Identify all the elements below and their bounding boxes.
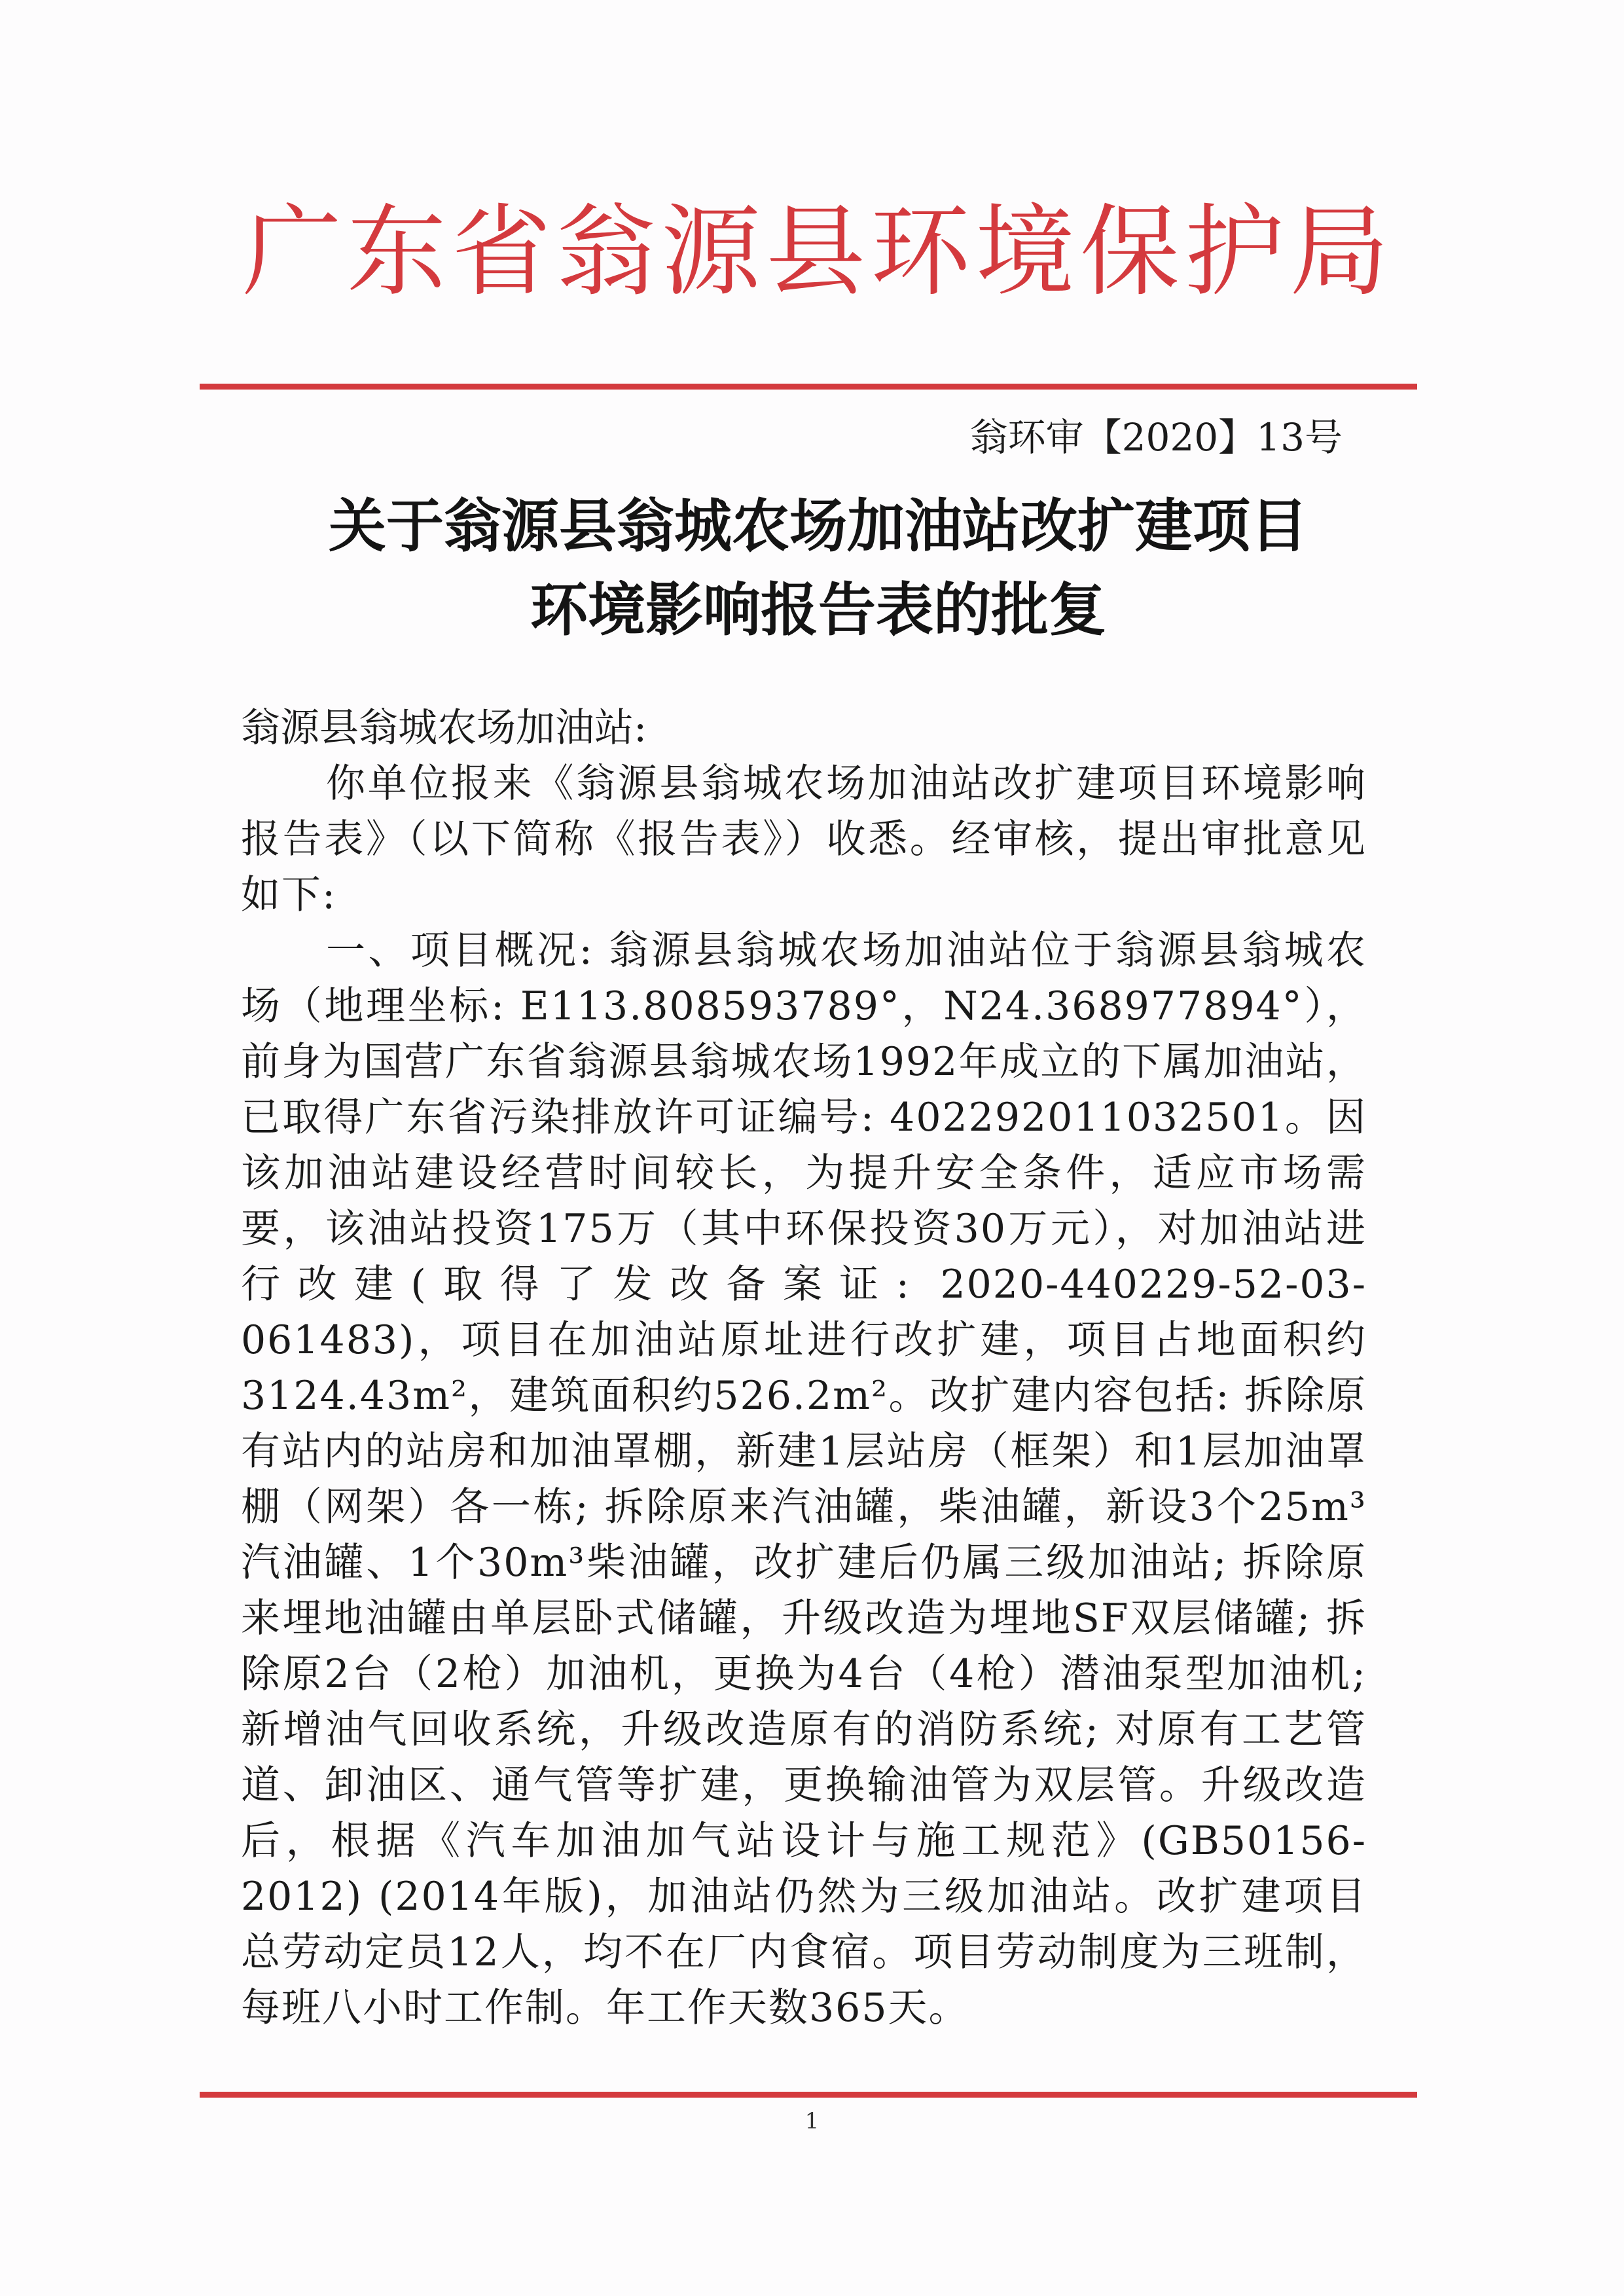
title-line-2: 环境影响报告表的批复: [530, 576, 1106, 644]
salutation: 翁源县翁城农场加油站:: [241, 705, 647, 751]
letterhead-org-name: 广东省翁源县环境保护局: [242, 194, 1394, 310]
document-body: [241, 756, 1367, 2036]
title-line-1: 关于翁源县翁城农场加油站改扩建项目: [328, 492, 1308, 560]
paragraph-intro: 你单位报来《翁源县翁城农场加油站改扩建项目环境影响报告表》（以下简称《报告表》）收悉。经审核，提出审批意见如下:: [241, 761, 1367, 918]
document-title: [196, 484, 1440, 652]
letterhead-red-rule: [200, 384, 1417, 390]
paragraph-project-overview: 一、项目概况: 翁源县翁城农场加油站位于翁源县翁城农场（地理坐标: E113.808593789°，N24.368977894°），前身为国营广东省翁源县翁城农场1992年成立的下属加油站，已取得广东省污染排放许可证编号: 402292011032501。因该加油站建设经营时间较长，为提升安全条件，适应市场需要，该油站投资175万（其中环保投资30万元），对加油站进行改建(取得了发改备案证: 2020-440229-52-03-061483)，项目在加油站原址进行改扩建，项目占地面积约3124.43m²，建筑面积约526.2m²。改扩建内容包括: 拆除原有站内的站房和加油罩棚，新建1层站房（框架）和1层加油罩棚（网架）各一栋; 拆除原来汽油罐，柴油罐，新设3个25m³汽油罐、1个30m³柴油罐，改扩建后仍属三级加油站; 拆除原来埋地油罐由单层卧式储罐，升级改造为埋地SF双层储罐; 拆除原2台（2枪）加油机，更换为4台（4枪）潜油泵型加油机; 新增油气回收系统，升级改造原有的消防系统; 对原有工艺管道、卸油区、通气管等扩建，更换输油管为双层管。升级改造后，根据《汽车加油加气站设计与施工规范》(GB50156-2012) (2014年版)，加油站仍然为三级加油站。改扩建项目总劳动定员12人，均不在厂内食宿。项目劳动制度为三班制，每班八小时工作制。年工作天数365天。: [241, 928, 1367, 2031]
document-number: 翁环审【2020】13号: [969, 415, 1343, 460]
page-number: 1: [804, 2108, 820, 2134]
footer-red-rule: [200, 2092, 1417, 2098]
